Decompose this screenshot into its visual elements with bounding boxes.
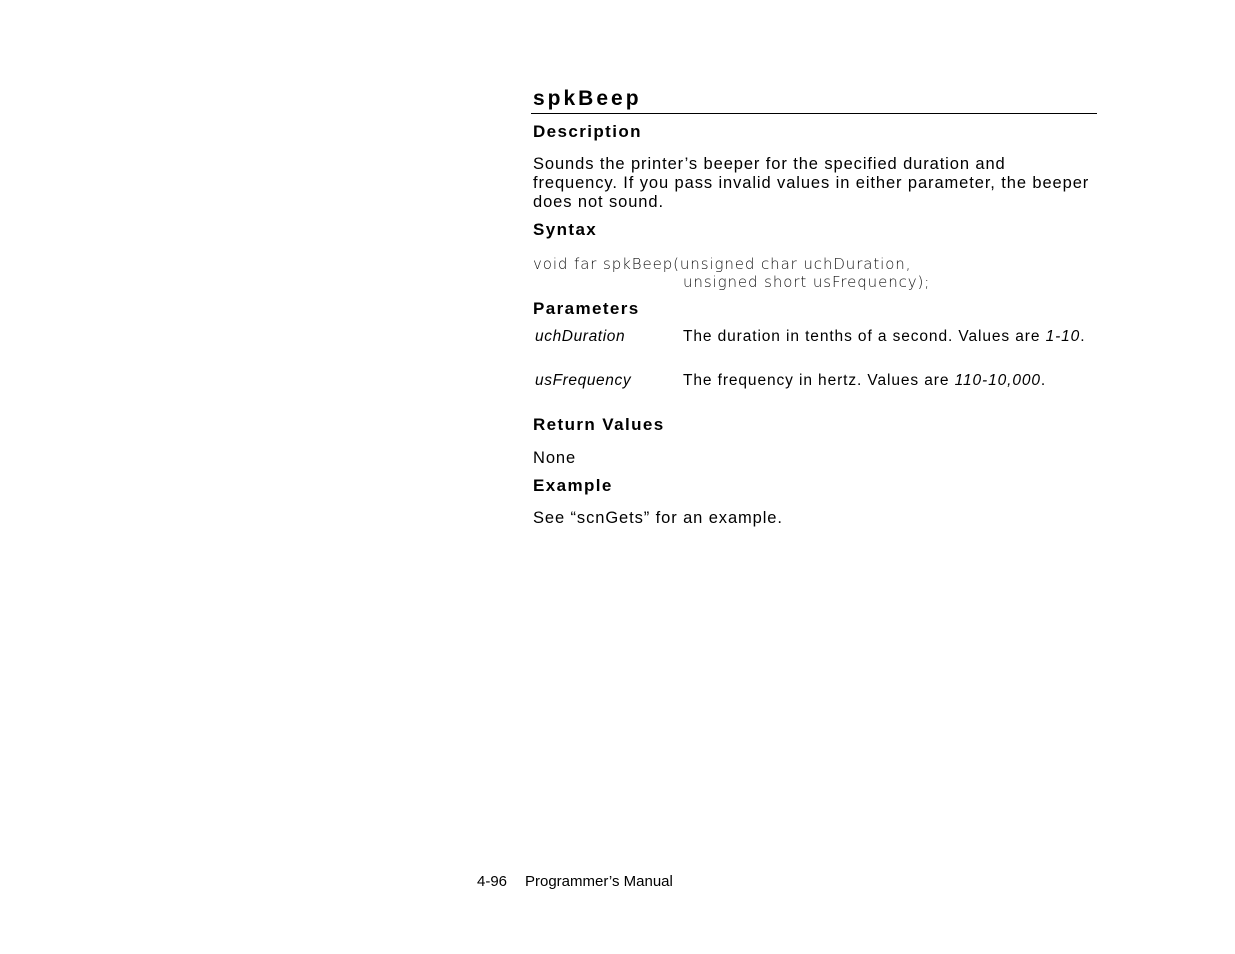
param-desc-usfrequency	[683, 371, 1093, 390]
parameters-heading: Parameters	[533, 299, 640, 318]
param-name-uchduration: uchDuration	[535, 328, 626, 345]
param-name-usfrequency: usFrequency	[535, 372, 632, 389]
description-text: Sounds the printer’s beeper for the specified duration and frequency. If you pass invalid values in either parameter, the beeper does not sound.	[533, 155, 1090, 211]
example-text: See “scnGets” for an example.	[533, 509, 783, 527]
param-desc-uchduration	[683, 327, 1093, 346]
param-desc-period: .	[1040, 372, 1047, 389]
footer-manual-title: Programmer’s Manual	[525, 873, 673, 890]
param-desc-text: The duration in tenths of a second. Values are	[683, 328, 1046, 345]
footer-page-number: 4-96	[477, 873, 508, 890]
description-heading: Description	[533, 122, 642, 141]
title-rule	[531, 113, 1097, 114]
syntax-heading: Syntax	[533, 220, 598, 239]
param-desc-range: 110-10,000	[954, 372, 1041, 389]
return-values-text: None	[533, 449, 577, 467]
example-heading: Example	[533, 476, 613, 495]
param-desc-range: 1-10	[1045, 328, 1081, 345]
syntax-line-2: unsigned short usFrequency);	[683, 273, 931, 291]
function-title: spkBeep	[533, 87, 642, 110]
syntax-line-1: void far spkBeep(unsigned char uchDuration,	[533, 255, 912, 273]
param-desc-period: .	[1080, 328, 1086, 345]
return-values-heading: Return Values	[533, 415, 665, 434]
param-desc-text: The frequency in hertz. Values are	[683, 372, 955, 389]
